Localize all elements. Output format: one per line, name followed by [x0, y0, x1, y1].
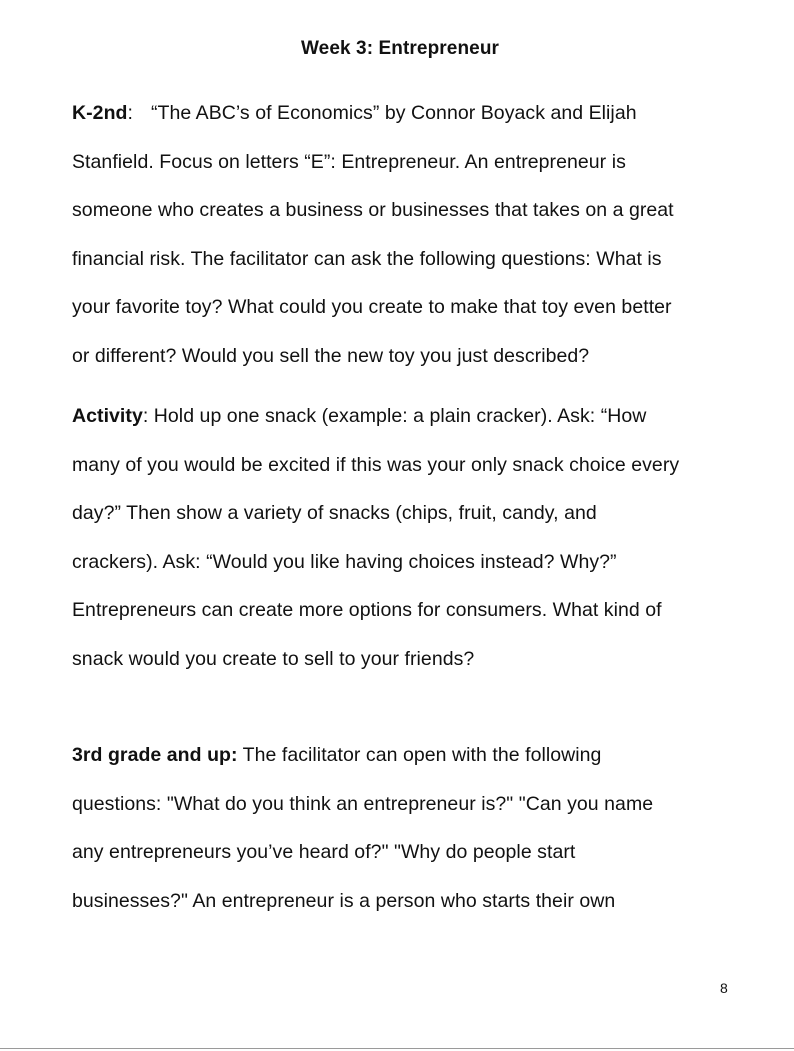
grade3-section: [72, 731, 742, 925]
page-title: Week 3: Entrepreneur: [300, 38, 500, 59]
k2-label: K-2nd: [72, 102, 128, 124]
k2-line-1: [72, 89, 742, 138]
k2-line-4: financial risk. The facilitator can ask the following questions: What is: [72, 247, 662, 270]
activity-text: : Hold up one snack (example: a plain cracker). Ask: “How: [142, 405, 647, 427]
grade3-label: 3rd grade and up:: [72, 744, 238, 766]
activity-line-1: [72, 392, 742, 441]
activity-label: Activity: [72, 405, 143, 427]
page-bottom-divider: [0, 1048, 794, 1049]
activity-line-5: Entrepreneurs can create more options for consumers. What kind of: [72, 599, 662, 622]
grade3-line-1: [72, 731, 742, 780]
grade3-line-4: businesses?" An entrepreneur is a person who starts their own: [72, 889, 616, 912]
activity-section: [72, 392, 742, 684]
activity-line-6: snack would you create to sell to your friends?: [72, 647, 475, 670]
k2-separator: :: [127, 102, 133, 124]
activity-line-4: crackers). Ask: “Would you like having choices instead? Why?”: [72, 550, 617, 573]
activity-line-3: day?” Then show a variety of snacks (chips, fruit, candy, and: [72, 502, 597, 525]
k2-line-3: someone who creates a business or businesses that takes on a great: [72, 199, 674, 222]
k2-line-5: your favorite toy? What could you create to make that toy even better: [72, 296, 672, 319]
grade3-line-2: questions: "What do you think an entrepreneur is?" "Can you name: [72, 792, 654, 815]
k2-line-6: or different? Would you sell the new toy you just described?: [72, 344, 590, 367]
grade3-text: The facilitator can open with the following: [237, 744, 602, 766]
k2-line-2: Stanfield. Focus on letters “E”: Entrepreneur. An entrepreneur is: [72, 150, 626, 173]
k2-text: “The ABC’s of Economics” by Connor Boyack and Elijah: [150, 102, 637, 124]
activity-line-2: many of you would be excited if this was your only snack choice every: [72, 453, 680, 476]
page-number: 8: [720, 980, 728, 996]
grade3-line-3: any entrepreneurs you’ve heard of?" "Why do people start: [72, 841, 576, 864]
k2-section: [72, 89, 742, 381]
